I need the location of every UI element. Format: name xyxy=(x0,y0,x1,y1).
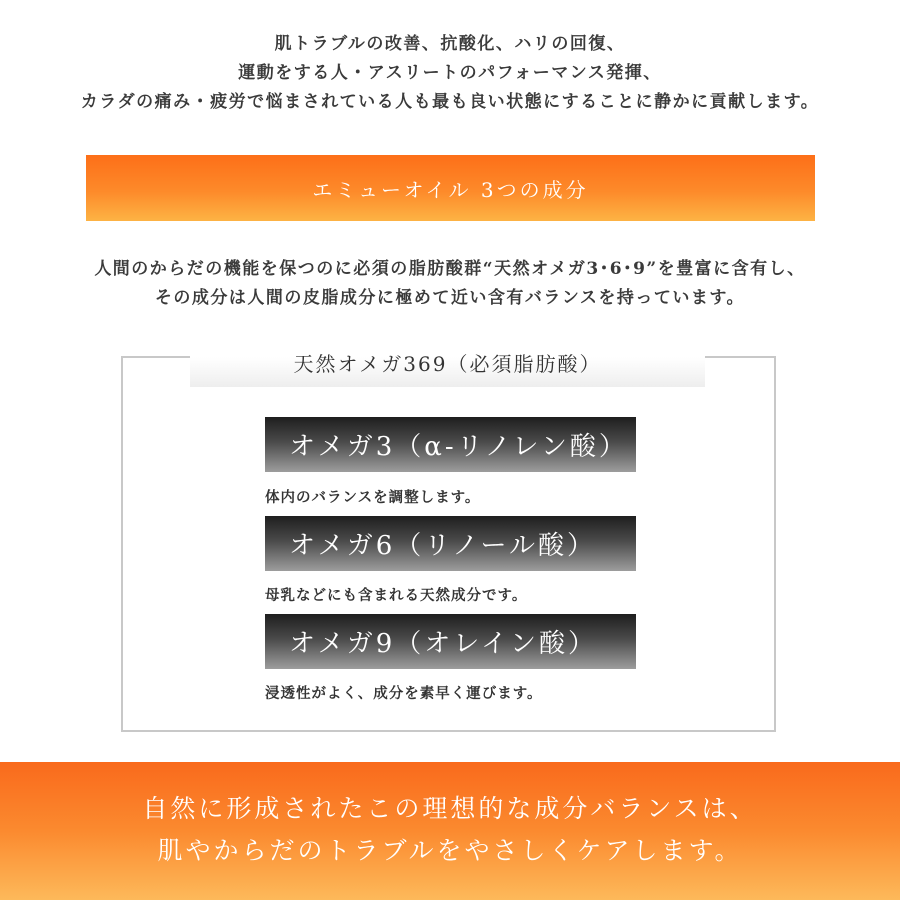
description-text xyxy=(0,255,900,313)
omega9-name: オメガ9（オレイン酸） xyxy=(289,629,597,659)
closing-line: 自然に形成されたこの理想的な成分バランスは、 xyxy=(142,794,758,823)
intro-line: 運動をする人・アスリートのパフォーマンス発揮、 xyxy=(238,63,662,83)
omega3-bar xyxy=(265,417,636,472)
intro-line: 肌トラブルの改善、抗酸化、ハリの回復、 xyxy=(274,34,626,54)
omega9-bar xyxy=(265,614,636,669)
omega-box-title-text: 天然オメガ369（必須脂肪酸） xyxy=(293,351,602,376)
section-banner xyxy=(86,155,815,221)
omega6-bar xyxy=(265,516,636,571)
section-banner-title: エミューオイル 3つの成分 xyxy=(312,177,589,202)
omega6-name: オメガ6（リノール酸） xyxy=(289,531,596,561)
closing-line: 肌やからだのトラブルをやさしくケアします。 xyxy=(157,836,743,865)
omega6-note: 母乳などにも含まれる天然成分です。 xyxy=(265,587,528,604)
omega-box-title xyxy=(190,337,705,387)
omega9-note: 浸透性がよく、成分を素早く運びます。 xyxy=(265,685,543,702)
intro-line: カラダの痛み・疲労で悩まされている人も最も良い状態にすることに静かに貢献します。 xyxy=(80,92,820,112)
intro-text xyxy=(0,30,900,117)
closing-banner xyxy=(0,762,900,900)
omega3-name: オメガ3（α-リノレン酸） xyxy=(289,432,628,462)
description-line: 人間のからだの機能を保つのに必須の脂肪酸群“天然オメガ3･6･9”を豊富に含有し、 xyxy=(94,259,806,279)
description-line: その成分は人間の皮脂成分に極めて近い含有バランスを持っています。 xyxy=(154,288,746,308)
omega3-note: 体内のバランスを調整します。 xyxy=(265,489,481,506)
